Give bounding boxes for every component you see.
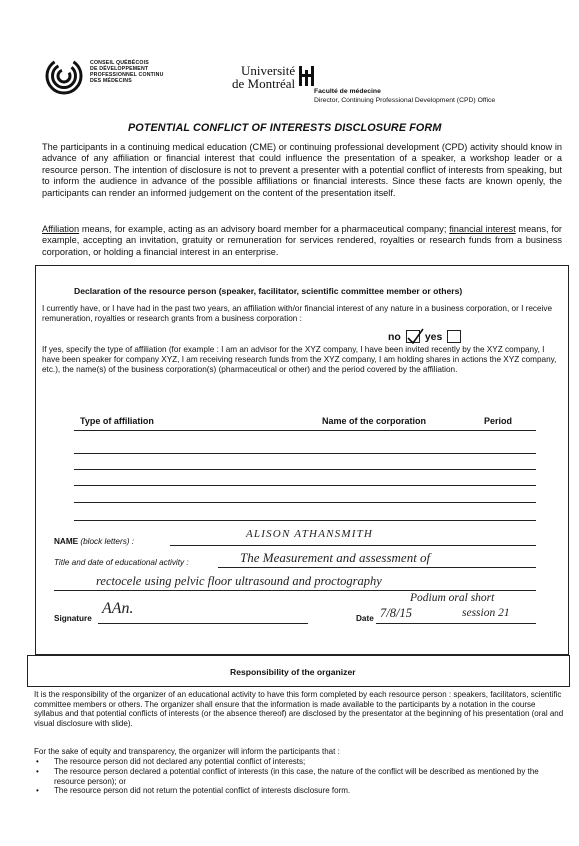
table-row-line-2[interactable]	[74, 469, 536, 470]
table-row-line-4[interactable]	[74, 502, 536, 503]
organizer-responsibility-text: It is the responsibility of the organizer of an educational activity to have this form completed by each resource person : speakers, facilitators, scientific committee members or others. The organizer shall ensure that the information is made available to the participants by a notation in the course syllabus and that potential conflicts of interests (or the absence thereof) are disclosed by the presentator at the beginning of his presentation (oral and visual disclosure with slide).	[34, 690, 564, 728]
specify-paragraph: If yes, specify the type of affiliation (for example : I am an advisor for the XYZ company, I have been invited recently by the XYZ company, I have been speaker for company XYZ, I am receiving research funds from the XYZ company, I am holding shares in actions the XYZ company, etc.), the name(s) of the business corporation(s) (pharmaceutical or other) and the period covered by the affiliation.	[42, 345, 557, 374]
affiliation-table-header	[76, 416, 536, 428]
cqdpcm-logo-icon	[44, 56, 84, 96]
cqdpcm-line-4: DES MÉDECINS	[90, 78, 132, 84]
bullet-item-1: • The resource person did not declared any potential conflict of interests;	[34, 757, 564, 767]
name-label	[54, 537, 134, 546]
yes-label: yes	[424, 330, 443, 343]
faculty-name: Faculté de médecine	[314, 88, 381, 95]
table-row-line-3[interactable]	[74, 485, 536, 486]
yes-checkbox[interactable]	[447, 330, 461, 343]
table-row-line-5[interactable]	[74, 520, 536, 521]
affiliation-term: Affiliation	[42, 224, 80, 234]
activity-label: Title and date of educational activity :	[54, 558, 189, 567]
date-label: Date	[356, 614, 374, 623]
cqdpcm-line-3: PROFESSIONNEL CONTINU	[90, 72, 164, 78]
signature-value[interactable]: AAn.	[102, 600, 134, 617]
activity-value-line-1[interactable]: The Measurement and assessment of	[240, 550, 431, 565]
cqdpcm-line-2: DE DÉVELOPPEMENT	[90, 66, 149, 72]
office-name: Director, Continuing Professional Development (CPD) Office	[314, 97, 496, 104]
equity-text: For the sake of equity and transparency, the organizer will inform the participants that :	[34, 747, 340, 756]
udem-logo-block	[232, 64, 317, 90]
activity-value-line-4[interactable]: session 21	[462, 607, 510, 619]
affiliation-definition: means, for example, acting as an advisory board member for a pharmaceutical company;	[79, 224, 450, 234]
name-value[interactable]: ALISON ATHANSMITH	[246, 528, 374, 540]
date-line	[376, 623, 536, 624]
activity-line-2	[54, 590, 536, 591]
no-yes-choice	[388, 330, 461, 343]
cqdpcm-logo-block	[44, 56, 164, 96]
declaration-question: I currently have, or I have had in the past two years, an affiliation with/or financial interest of any nature in a business corporation, or I receive remuneration, royalties or research grants from a business corporation :	[42, 304, 553, 323]
activity-value-line-3[interactable]: Podium oral short	[410, 592, 495, 604]
udem-line-2: de Montréal	[232, 76, 296, 91]
activity-value-line-2[interactable]: rectocele using pelvic floor ultrasound and proctography	[96, 574, 382, 588]
udem-name	[232, 64, 295, 90]
activity-line-1	[218, 567, 536, 568]
definitions-paragraph	[42, 224, 562, 258]
no-checkbox[interactable]	[406, 330, 420, 343]
name-line	[170, 545, 536, 546]
faculty-block	[314, 87, 495, 105]
signature-label: Signature	[54, 614, 92, 623]
cqdpcm-name	[90, 60, 164, 84]
intro-paragraph: The participants in a continuing medical education (CME) or continuing professional development (CPD) activity should know in advance of any affiliation or financial interest that could influence the presentation of a speaker, a workshop leader or a resource person. The intention of disclosure is not to prevent a presenter with a potential conflict of interests from speaking, but to inform the audience in advance of the possible affiliations or financial interests. Since these facts are known openly, the participants can render an informed judgement on the content of the presentation itself.	[42, 142, 562, 198]
checkmark-icon	[406, 328, 424, 346]
bullet-item-3: • The resource person did not return the potential conflict of interests disclosure form.	[34, 786, 564, 796]
table-header-rule	[74, 430, 536, 431]
name-label-rest: (block letters) :	[78, 537, 135, 546]
udem-line-1: Université	[241, 63, 296, 78]
name-label-bold: NAME	[54, 537, 79, 546]
corporation-name-header: Name of the corporation	[322, 416, 427, 426]
table-row-line-1[interactable]	[74, 453, 536, 454]
signature-line	[98, 623, 308, 624]
udem-logo-icon	[297, 64, 317, 88]
date-value[interactable]: 7/8/15	[380, 606, 412, 620]
declaration-title: Declaration of the resource person (speaker, facilitator, scientific committee member or others)	[74, 286, 463, 296]
period-header: Period	[484, 416, 513, 426]
cqdpcm-line-1: CONSEIL QUÉBÉCOIS	[90, 60, 149, 66]
type-of-affiliation-header: Type of affiliation	[80, 416, 154, 426]
organizer-title: Responsibility of the organizer	[230, 667, 356, 677]
form-title: POTENTIAL CONFLICT OF INTERESTS DISCLOSURE FORM	[128, 122, 442, 134]
financial-interest-term: financial interest	[449, 224, 516, 234]
financial-interest-definition: means, for example, accepting an invitation, gratuity or remuneration for services rendered, royalties or research funds from a business corporation, or holding a financial interest in an enterprise.	[42, 224, 562, 257]
bullet-item-2: • The resource person declared a potential conflict of interests (in this case, the nature of the conflict will be described as mentioned by the resource person); or	[34, 767, 564, 786]
no-label: no	[388, 330, 401, 343]
